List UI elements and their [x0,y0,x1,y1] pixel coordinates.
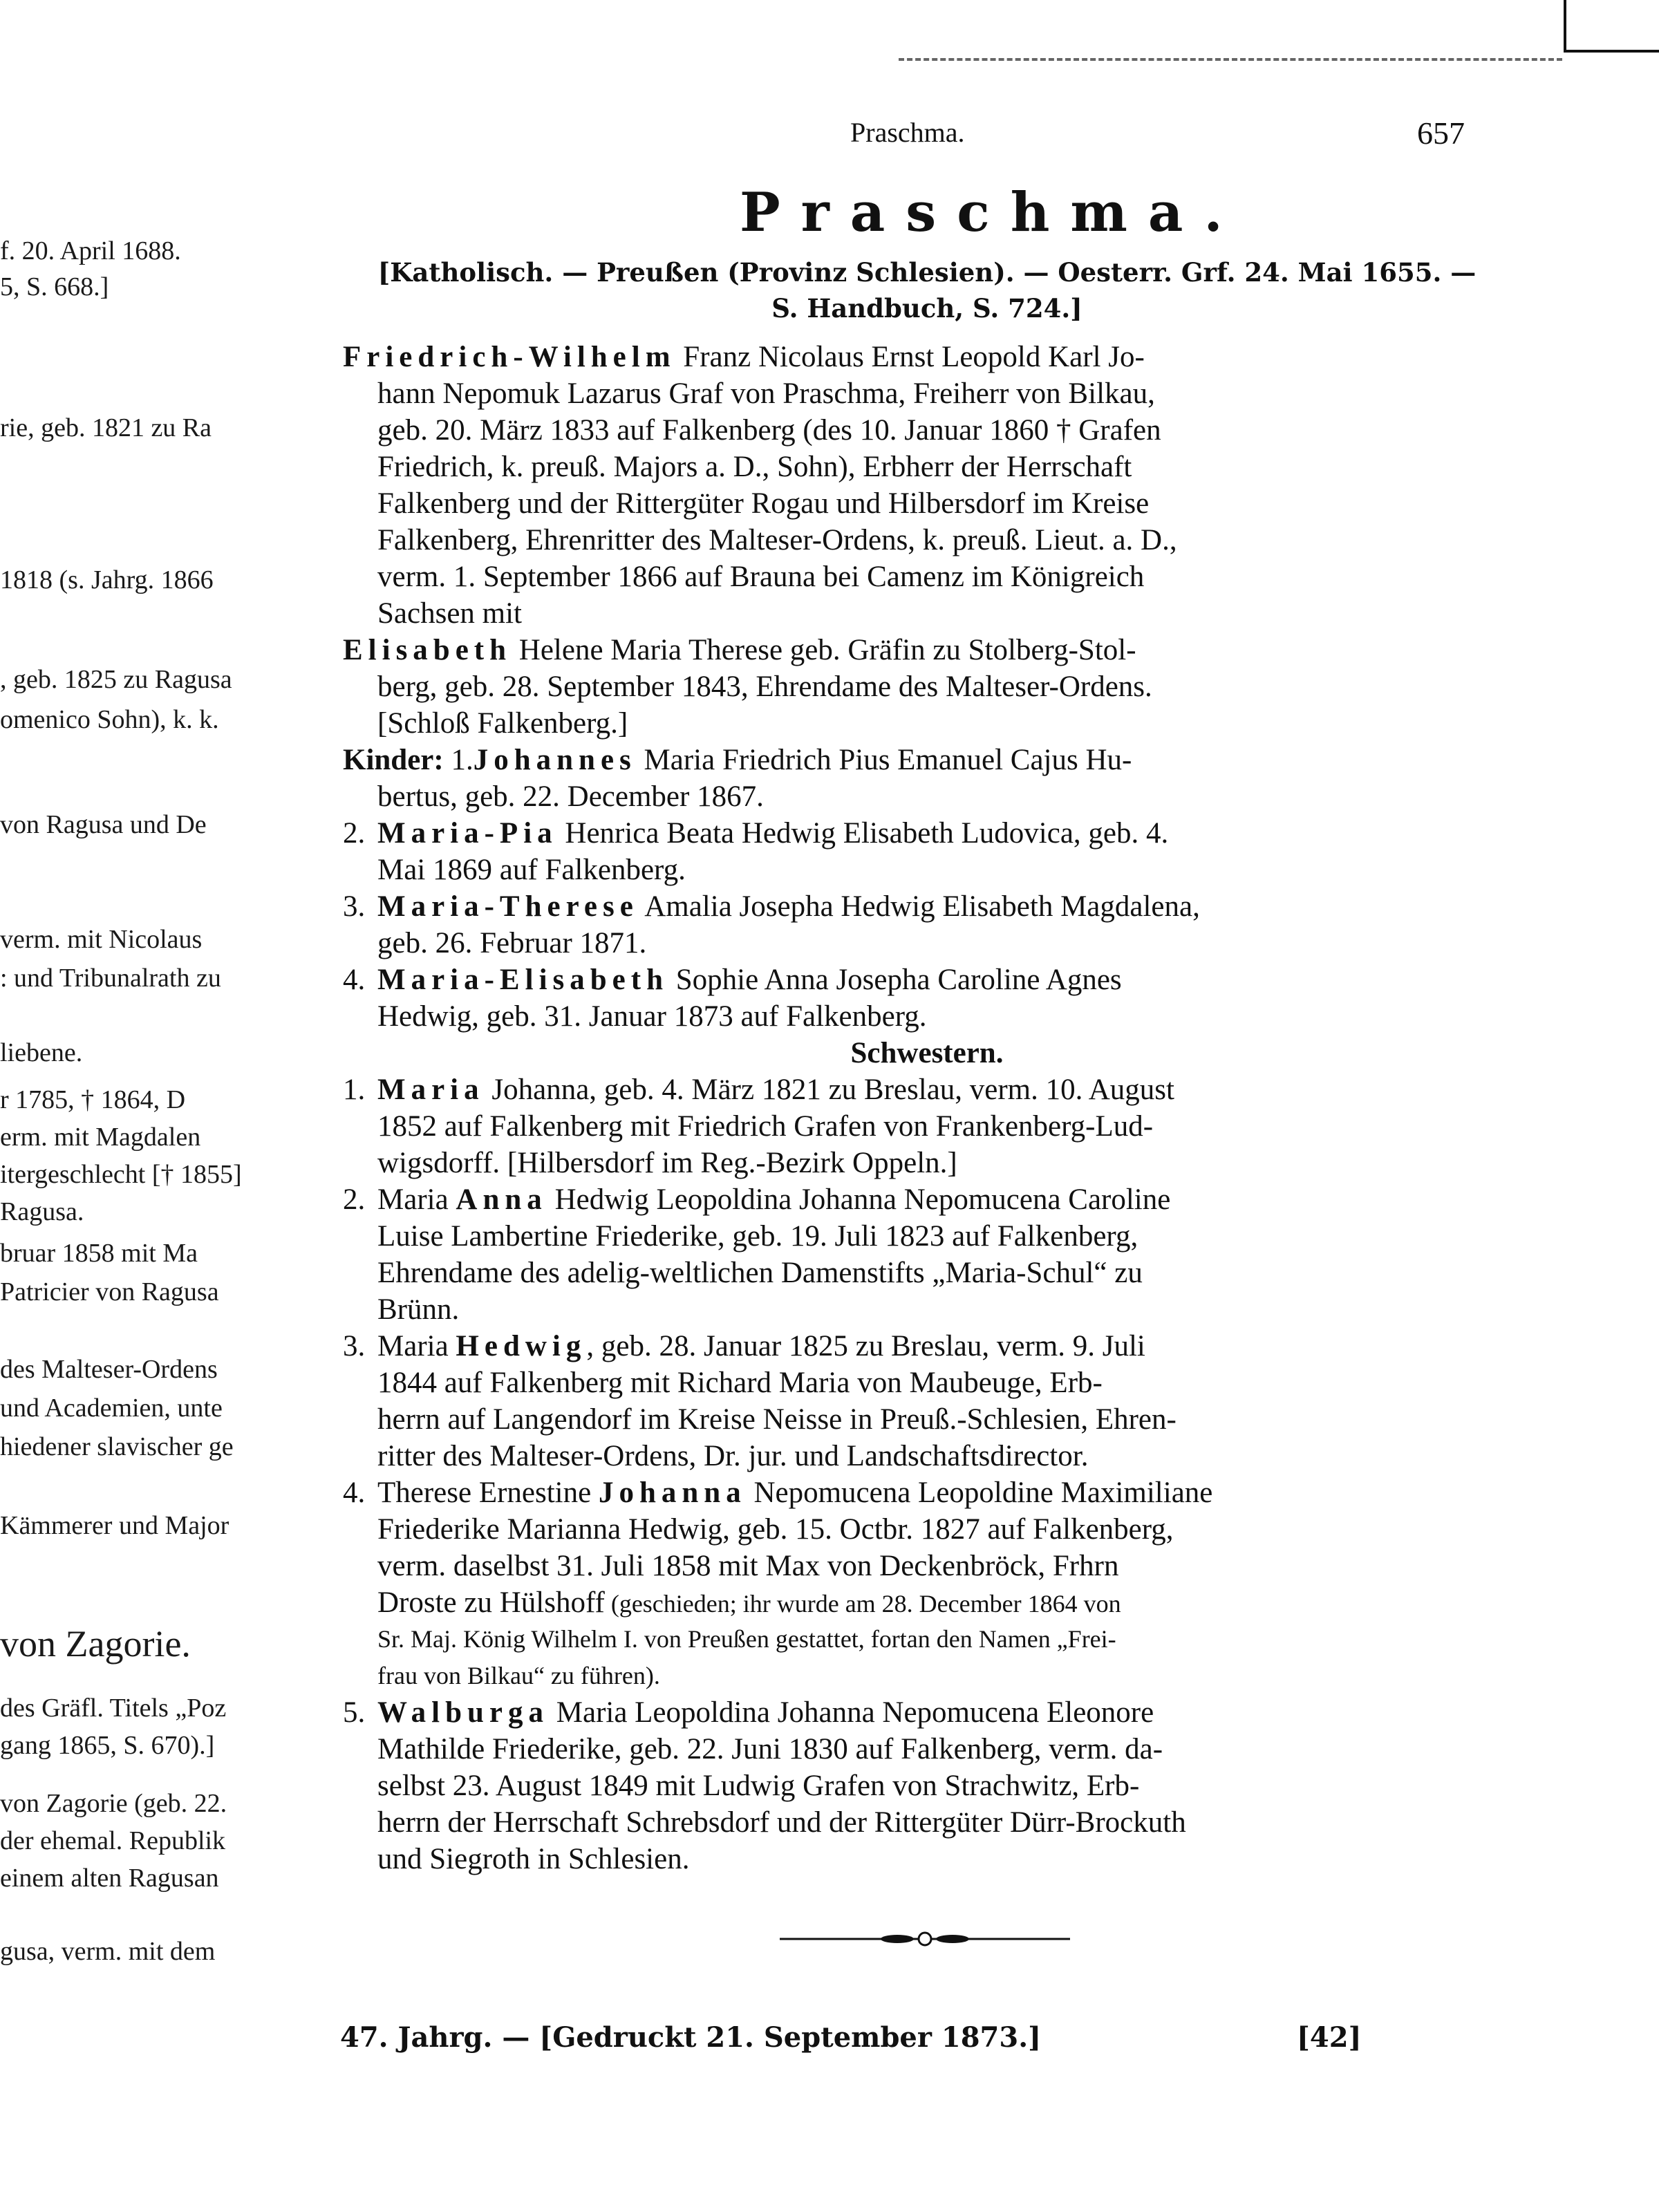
edge-fragment: itergeschlecht [† 1855] [0,1160,242,1189]
person-name: Walburga [377,1696,549,1729]
ornament-shape [936,1935,969,1943]
section-heading: Schwestern. [850,1037,1004,1069]
edge-fragment: des Gräfl. Titels „Poz [0,1694,227,1723]
edge-fragment: Kämmerer und Major [0,1511,229,1540]
text-line: bertus, geb. 22. December 1867. [377,780,764,813]
text-line: Mai 1869 auf Falkenberg. [377,854,686,886]
text-line: Maria Leopoldina Johanna Nepomucena Eleonore [549,1696,1154,1729]
text-line: Falkenberg und der Rittergüter Rogau und Hilbersdorf im Kreise [377,487,1150,520]
edge-fragment: f. 20. April 1688. [0,236,181,265]
item-number: 3. [343,1330,366,1362]
text-line: verm. daselbst 31. Juli 1858 mit Max von Deckenbröck, Frhrn [377,1550,1119,1582]
corner-rule [1564,50,1659,53]
text-line: herrn auf Langendorf im Kreise Neisse in Preuß.-Schlesien, Ehren- [377,1403,1177,1436]
edge-fragment: gusa, verm. mit dem [0,1937,216,1966]
item-number: 4. [343,1477,366,1509]
edge-fragment: von Zagorie. [0,1623,191,1665]
edge-fragment: einem alten Ragusan [0,1864,219,1893]
edge-fragment: , geb. 1825 zu Ragusa [0,665,232,694]
person-name: Hedwig [456,1330,587,1362]
text-line: verm. 1. September 1866 auf Brauna bei Camenz im Königreich [377,561,1145,593]
person-name: Anna [456,1183,547,1216]
text-line: Hedwig, geb. 31. Januar 1873 auf Falkenberg. [377,1000,927,1033]
edge-fragment: Ragusa. [0,1197,84,1226]
edge-fragment: 5, S. 668.] [0,272,109,301]
text-line: und Siegroth in Schlesien. [377,1843,690,1875]
footer-imprint: 47. Jahrg. — [Gedruckt 21. September 1873.] [340,2021,1042,2054]
text-line: Brünn. [377,1293,460,1326]
person-name: Johannes [473,744,637,776]
page-number: 657 [1417,115,1465,151]
ornament-shape [919,1933,931,1945]
note-line: Sr. Maj. König Wilhelm I. von Preußen gestattet, fortan den Namen „Frei- [377,1625,1116,1653]
text-line: Sophie Anna Josepha Caroline Agnes [668,964,1122,996]
entry-head [343,339,1511,632]
text-line: , geb. 28. Januar 1825 zu Breslau, verm. 9. Juli [586,1330,1145,1362]
edge-fragment: des Malteser-Ordens [0,1355,218,1384]
entry-wife [343,632,1511,742]
item-number: 4. [343,964,366,996]
edge-fragment: der ehemal. Republik [0,1826,226,1855]
text-line: hann Nepomuk Lazarus Graf von Praschma, Freiherr von Bilkau, [377,377,1155,410]
edge-fragment: und Academien, unte [0,1394,223,1423]
edge-fragment: omenico Sohn), k. k. [0,705,219,734]
text-line: geb. 20. März 1833 auf Falkenberg (des 10. Januar 1860 † Grafen [377,414,1161,447]
top-dashed-rule [899,58,1562,64]
person-name: Maria-Therese [377,890,639,923]
person-name: Friedrich-Wilhelm [343,341,676,373]
text-line: Maria [377,1183,456,1216]
edge-fragment: rie, geb. 1821 zu Ra [0,413,212,442]
person-name: Maria-Elisabeth [377,964,668,996]
person-name: Maria-Pia [377,817,558,850]
subtitle-line: [Katholisch. — Preußen (Provinz Schlesien). — Oesterr. Grf. 24. Mai 1655. — [377,257,1477,288]
text-line: Henrica Beata Hedwig Elisabeth Ludovica, geb. 4. [557,817,1169,850]
text-line: Maria [377,1330,456,1362]
text-line: [Schloß Falkenberg.] [377,707,628,740]
edge-fragment: bruar 1858 mit Ma [0,1239,198,1268]
main-text [343,339,1511,1877]
children-list [343,742,1511,1035]
item-number: 2. [343,817,366,850]
item-number: 1. [343,1074,366,1106]
edge-fragment: gang 1865, S. 670).] [0,1731,215,1760]
edge-fragment: 1818 (s. Jahrg. 1866 [0,565,214,594]
person-name: Elisabeth [343,634,512,666]
note-line: (geschieden; ihr wurde am 28. December 1864 von [604,1590,1121,1618]
running-title: Praschma. [850,117,965,148]
edge-fragment: von Zagorie (geb. 22. [0,1789,227,1818]
signature-mark: [42] [1297,2021,1362,2054]
text-line: Hedwig Leopoldina Johanna Nepomucena Caroline [547,1183,1171,1216]
text-line: Luise Lambertine Friederike, geb. 19. Juli 1823 auf Falkenberg, [377,1220,1138,1253]
text-line: geb. 26. Februar 1871. [377,927,647,959]
person-name: Maria [377,1074,485,1106]
edge-fragment: liebene. [0,1038,83,1067]
text-line: Friederike Marianna Hedwig, geb. 15. Octbr. 1827 auf Falkenberg, [377,1513,1174,1546]
text-line: Johanna, geb. 4. März 1821 zu Breslau, verm. 10. August [484,1074,1174,1106]
text-line: Sachsen mit [377,597,522,630]
text-line: 1852 auf Falkenberg mit Friedrich Grafen von Frankenberg-Lud- [377,1110,1154,1143]
text-line: selbst 23. August 1849 mit Ludwig Grafen von Strachwitz, Erb- [377,1770,1140,1802]
children-label: Kinder: [343,744,444,776]
ornament-rule [780,1929,1070,1949]
subtitle-line: S. Handbuch, S. 724.] [771,293,1082,324]
text-line: Franz Nicolaus Ernst Leopold Karl Jo- [675,341,1145,373]
item-number: 5. [343,1696,366,1729]
text-line: Falkenberg, Ehrenritter des Malteser-Ordens, k. preuß. Lieut. a. D., [377,524,1177,556]
edge-fragment: hiedener slavischer ge [0,1432,234,1461]
edge-fragment: verm. mit Nicolaus [0,925,203,954]
text-line: ritter des Malteser-Ordens, Dr. jur. und Landschaftsdirector. [377,1440,1089,1472]
person-name: Johanna [598,1477,747,1509]
text-line: Mathilde Friederike, geb. 22. Juni 1830 auf Falkenberg, verm. da- [377,1733,1163,1765]
text-line: Amalia Josepha Hedwig Elisabeth Magdalena, [638,890,1200,923]
page-title: Praschma. [740,181,1244,244]
edge-fragment: von Ragusa und De [0,810,207,839]
text-line: Friedrich, k. preuß. Majors a. D., Sohn), Erbherr der Herrschaft [377,451,1132,483]
text-line: Helene Maria Therese geb. Gräfin zu Stolberg-Stol- [512,634,1136,666]
ornament-shape [881,1935,914,1943]
text-line: Nepomucena Leopoldine Maximiliane [746,1477,1213,1509]
note-line: frau von Bilkau“ zu führen). [377,1662,660,1689]
text-line: berg, geb. 28. September 1843, Ehrendame des Malteser-Ordens. [377,671,1152,703]
item-number: 2. [343,1183,366,1216]
text-line: Ehrendame des adelig-weltlichen Damenstifts „Maria-Schul“ zu [377,1257,1143,1289]
text-line: herrn der Herrschaft Schrebsdorf und der Rittergüter Dürr-Brockuth [377,1806,1186,1839]
item-number: 1. [451,744,474,776]
corner-rule [1564,0,1566,53]
edge-fragment: : und Tribunalrath zu [0,964,221,993]
text-line: wigsdorff. [Hilbersdorf im Reg.-Bezirk Oppeln.] [377,1147,957,1179]
text-line: Droste zu Hülshoff [377,1586,605,1619]
text-line: Maria Friedrich Pius Emanuel Cajus Hu- [636,744,1132,776]
sisters-list [343,1071,1511,1877]
text-line: Therese Ernestine [377,1477,599,1509]
edge-fragment: r 1785, † 1864, D [0,1085,186,1114]
item-number: 3. [343,890,366,923]
text-line: 1844 auf Falkenberg mit Richard Maria von Maubeuge, Erb- [377,1367,1103,1399]
edge-fragment: erm. mit Magdalen [0,1123,201,1152]
edge-fragment: Patricier von Ragusa [0,1277,219,1306]
